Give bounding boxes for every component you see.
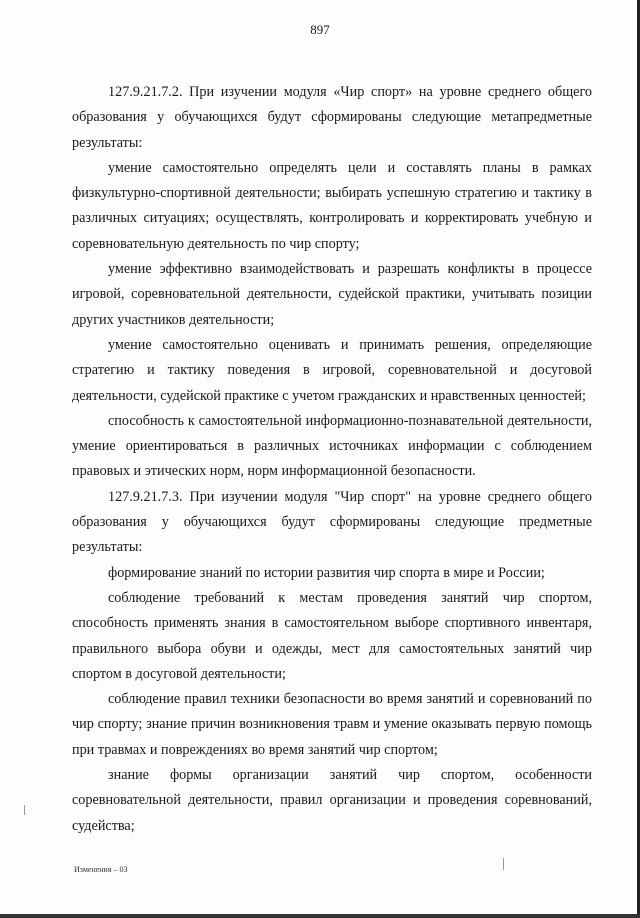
paragraph: умение самостоятельно определять цели и составлять планы в рамках физкультурно-спортивной деятельности; выбирать успешную стратегию и тактику в различных ситуациях; осуществлять, контролировать и корректировать учебную и соревновательную деятельность по чир спорту; [72,159,592,252]
paragraph: знание формы организации занятий чир спортом, особенности соревновательной деятельности, правил организации и проведения соревнований, судейства; [72,767,592,834]
document-body [72,80,592,839]
footer-note: Изменения – 03 [74,865,128,874]
scan-speck [503,858,504,870]
paragraph: 127.9.21.7.2. При изучении модуля «Чир спорт» на уровне среднего общего образования у обучающихся будут сформированы следующие метапредметные результаты: [72,84,592,151]
paragraph: умение эффективно взаимодействовать и разрешать конфликты в процессе игровой, соревновательной деятельности, судейской практики, учитывать позиции других участников деятельности; [72,261,592,328]
paragraph: формирование знаний по истории развития чир спорта в мире и России; [108,564,545,581]
scan-speck [24,805,25,815]
page-number: 897 [310,22,330,37]
page-edge-bottom [0,914,640,918]
paragraph: умение самостоятельно оценивать и принимать решения, определяющие стратегию и тактику поведения в игровой, соревновательной и досуговой деятельности, судейской практике с учетом гражданских и нравственных ценностей; [72,336,592,404]
paragraph: способность к самостоятельной информационно-познавательной деятельности, умение ориентироваться в различных источниках информации с соблюдением правовых и этических норм, норм информационной безопасности. [72,412,592,480]
paragraph: соблюдение требований к местам проведения занятий чир спортом, способность применять знания в самостоятельном выборе спортивного инвентаря, правильного выбора обуви и одежды, мест для самостоятельных занятий чир спортом в досуговой деятельности; [72,589,592,682]
paragraph: 127.9.21.7.3. При изучении модуля "Чир спорт" на уровне среднего общего образования у обучающихся будут сформированы следующие предметные результаты: [72,488,592,556]
paragraph: соблюдение правил техники безопасности во время занятий и соревнований по чир спорту; знание причин возникновения травм и умение оказывать первую помощь при травмах и повреждениях во время занятий чир спортом; [72,691,592,758]
